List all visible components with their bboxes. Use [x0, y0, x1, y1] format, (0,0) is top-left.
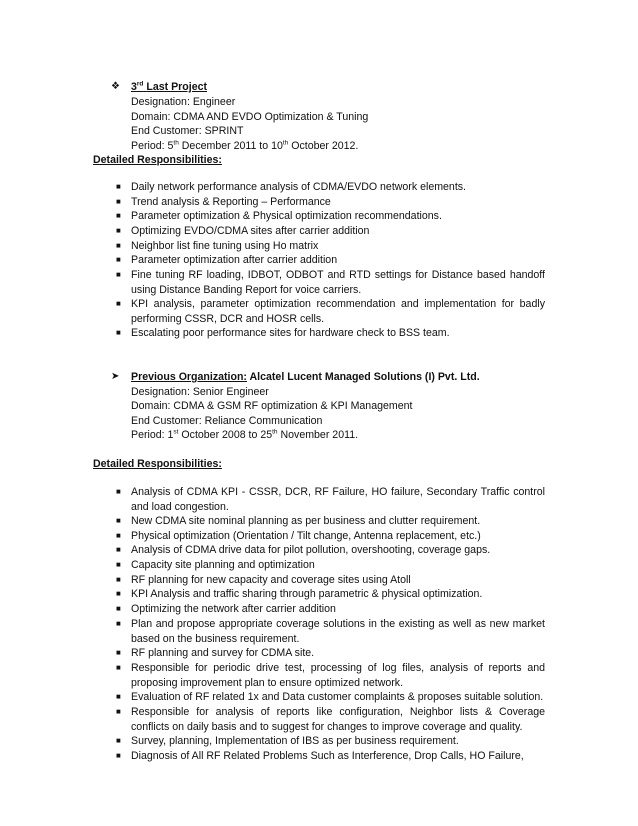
square-bullet-icon: ■: [116, 707, 121, 716]
square-bullet-icon: ■: [116, 328, 121, 337]
arrow-bullet-icon: ➤: [111, 371, 120, 382]
square-bullet-icon: ■: [116, 516, 121, 525]
list-item: Parameter optimization & Physical optimization recommendations.: [131, 210, 442, 222]
square-bullet-icon: ■: [116, 736, 121, 745]
list-item: Survey, planning, Implementation of IBS as per business requirement.: [131, 735, 459, 747]
project-title: 3rd Last Project: [131, 80, 207, 93]
list-item: RF planning for new capacity and coverage sites using Atoll: [131, 574, 411, 586]
list-item: Responsible for periodic drive test, processing of log files, analysis of reports and proposing improvement plan to ensure optimized network.: [131, 662, 545, 689]
list-item: KPI analysis, parameter optimization recommendation and implementation for badly performing CSSR, DCR and HOSR cells.: [131, 298, 545, 325]
list-item: Optimizing the network after carrier addition: [131, 603, 336, 615]
square-bullet-icon: ■: [116, 531, 121, 540]
square-bullet-icon: ■: [116, 299, 121, 308]
list-item: Parameter optimization after carrier addition: [131, 254, 338, 266]
list-item: Trend analysis & Reporting – Performance: [131, 196, 331, 208]
square-bullet-icon: ■: [116, 270, 121, 279]
square-bullet-icon: ■: [116, 241, 121, 250]
list-item: Evaluation of RF related 1x and Data customer complaints & proposes suitable solution.: [131, 691, 544, 703]
list-item: Optimizing EVDO/CDMA sites after carrier addition: [131, 225, 370, 237]
square-bullet-icon: ■: [116, 575, 121, 584]
diamond-bullet-icon: ❖: [111, 81, 120, 92]
section-heading-responsibilities-1: Detailed Responsibilities:: [93, 154, 222, 166]
square-bullet-icon: ■: [116, 487, 121, 496]
square-bullet-icon: ■: [116, 604, 121, 613]
list-item: Escalating poor performance sites for hardware check to BSS team.: [131, 327, 450, 339]
square-bullet-icon: ■: [116, 545, 121, 554]
list-item: Analysis of CDMA drive data for pilot pollution, overshooting, coverage gaps.: [131, 544, 491, 556]
list-item: Responsible for analysis of reports like configuration, Neighbor lists & Coverage conflicts on daily basis and to suggest for changes to improve coverage and quality.: [131, 706, 545, 733]
list-item: Neighbor list fine tuning using Ho matrix: [131, 240, 319, 252]
project-designation: Designation: Engineer: [131, 96, 236, 108]
square-bullet-icon: ■: [116, 211, 121, 220]
square-bullet-icon: ■: [116, 751, 121, 760]
square-bullet-icon: ■: [116, 182, 121, 191]
project-customer: End Customer: SPRINT: [131, 125, 244, 137]
square-bullet-icon: ■: [116, 560, 121, 569]
prev-customer: End Customer: Reliance Communication: [131, 415, 323, 427]
prev-period: Period: 1st October 2008 to 25th November 2011.: [131, 428, 359, 441]
list-item: Analysis of CDMA KPI - CSSR, DCR, RF Failure, HO failure, Secondary Traffic control and load congestion.: [131, 486, 545, 513]
square-bullet-icon: ■: [116, 619, 121, 628]
list-item: New CDMA site nominal planning as per business and clutter requirement.: [131, 515, 481, 527]
square-bullet-icon: ■: [116, 226, 121, 235]
square-bullet-icon: ■: [116, 589, 121, 598]
list-item: Diagnosis of All RF Related Problems Such as Interference, Drop Calls, HO Failure,: [131, 750, 524, 762]
list-item: KPI Analysis and traffic sharing through parametric & physical optimization.: [131, 588, 483, 600]
list-item: Fine tuning RF loading, IDBOT, ODBOT and RTD settings for Distance based handoff using Distance Banding Report for voice carriers.: [131, 269, 545, 296]
square-bullet-icon: ■: [116, 648, 121, 657]
list-item: Plan and propose appropriate coverage solutions in the existing as well as new market based on the business requirement.: [131, 618, 545, 645]
project-domain: Domain: CDMA AND EVDO Optimization & Tuning: [131, 111, 369, 123]
list-item: Capacity site planning and optimization: [131, 559, 315, 571]
list-item: Physical optimization (Orientation / Tilt change, Antenna replacement, etc.): [131, 530, 481, 542]
prev-designation: Designation: Senior Engineer: [131, 386, 269, 398]
list-item: RF planning and survey for CDMA site.: [131, 647, 315, 659]
project-period: Period: 5th December 2011 to 10th October 2012.: [131, 139, 359, 152]
section-heading-responsibilities-2: Detailed Responsibilities:: [93, 458, 222, 470]
square-bullet-icon: ■: [116, 197, 121, 206]
prev-domain: Domain: CDMA & GSM RF optimization & KPI Management: [131, 400, 413, 412]
square-bullet-icon: ■: [116, 692, 121, 701]
previous-organization: Previous Organization: Alcatel Lucent Managed Solutions (I) Pvt. Ltd.: [131, 371, 480, 383]
list-item: Daily network performance analysis of CDMA/EVDO network elements.: [131, 181, 467, 193]
square-bullet-icon: ■: [116, 255, 121, 264]
square-bullet-icon: ■: [116, 663, 121, 672]
